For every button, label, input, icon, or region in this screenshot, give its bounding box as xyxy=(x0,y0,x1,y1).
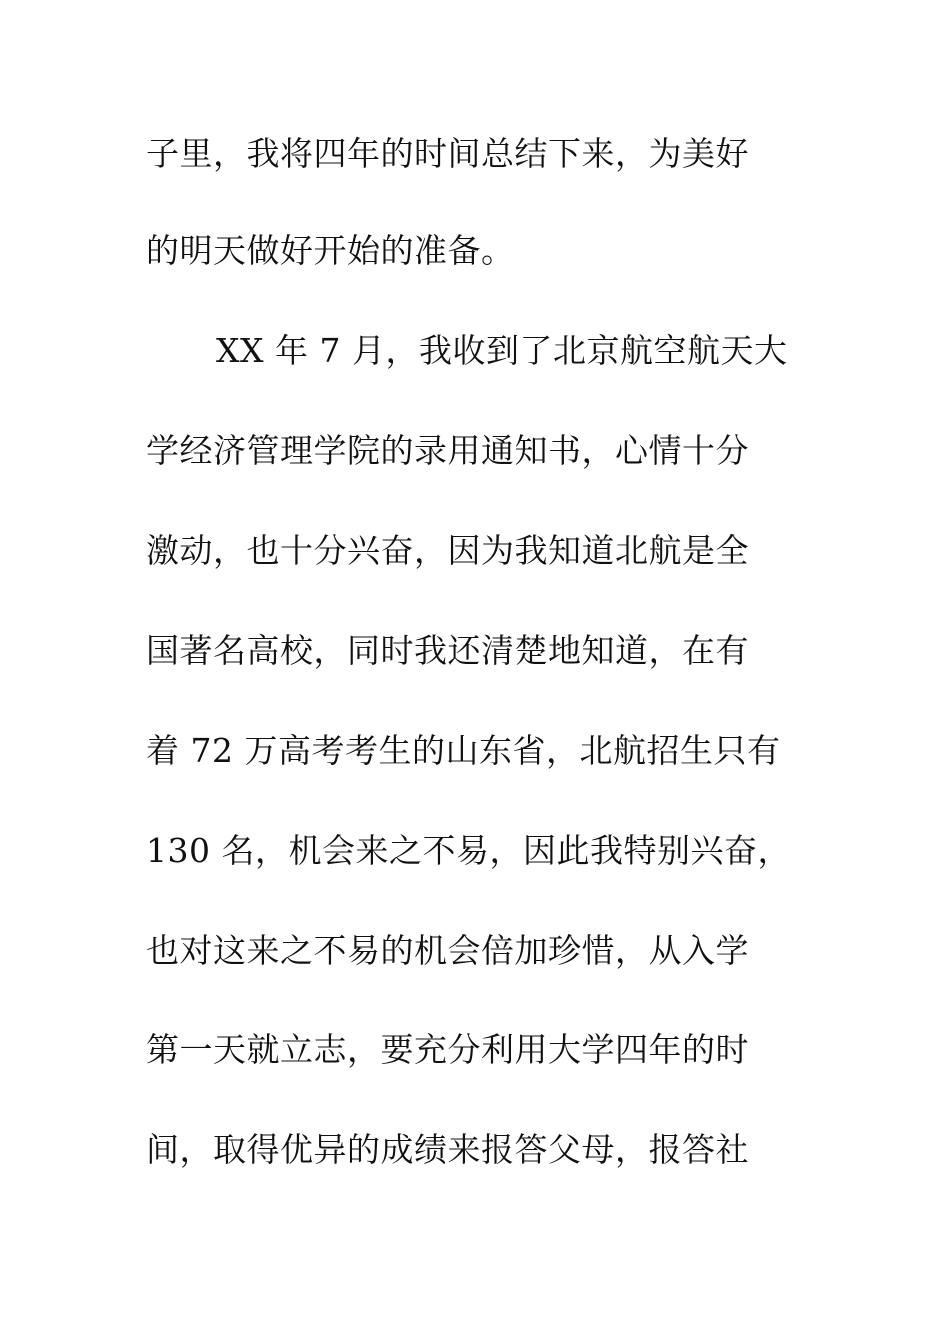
text-line: 也对这来之不易的机会倍加珍惜，从入学 xyxy=(146,931,749,970)
text-line: 子里，我将四年的时间总结下来，为美好 xyxy=(146,134,749,173)
text-line: 间，取得优异的成绩来报答父母，报答社 xyxy=(146,1130,749,1169)
text-line: 学经济管理学院的录用通知书，心情十分 xyxy=(146,431,749,470)
text-line: 第一天就立志，要充分利用大学四年的时 xyxy=(146,1030,749,1069)
text-line: 激动，也十分兴奋，因为我知道北航是全 xyxy=(146,531,749,570)
text-line: 130 名，机会来之不易，因此我特别兴奋， xyxy=(146,831,791,870)
paragraph-first-line: XX 年 7 月，我收到了北京航空航天大 xyxy=(216,331,788,370)
text-line: 的明天做好开始的准备。 xyxy=(146,231,515,270)
text-line: 着 72 万高考考生的山东省，北航招生只有 xyxy=(146,731,781,770)
text-line: 国著名高校，同时我还清楚地知道，在有 xyxy=(146,631,749,670)
